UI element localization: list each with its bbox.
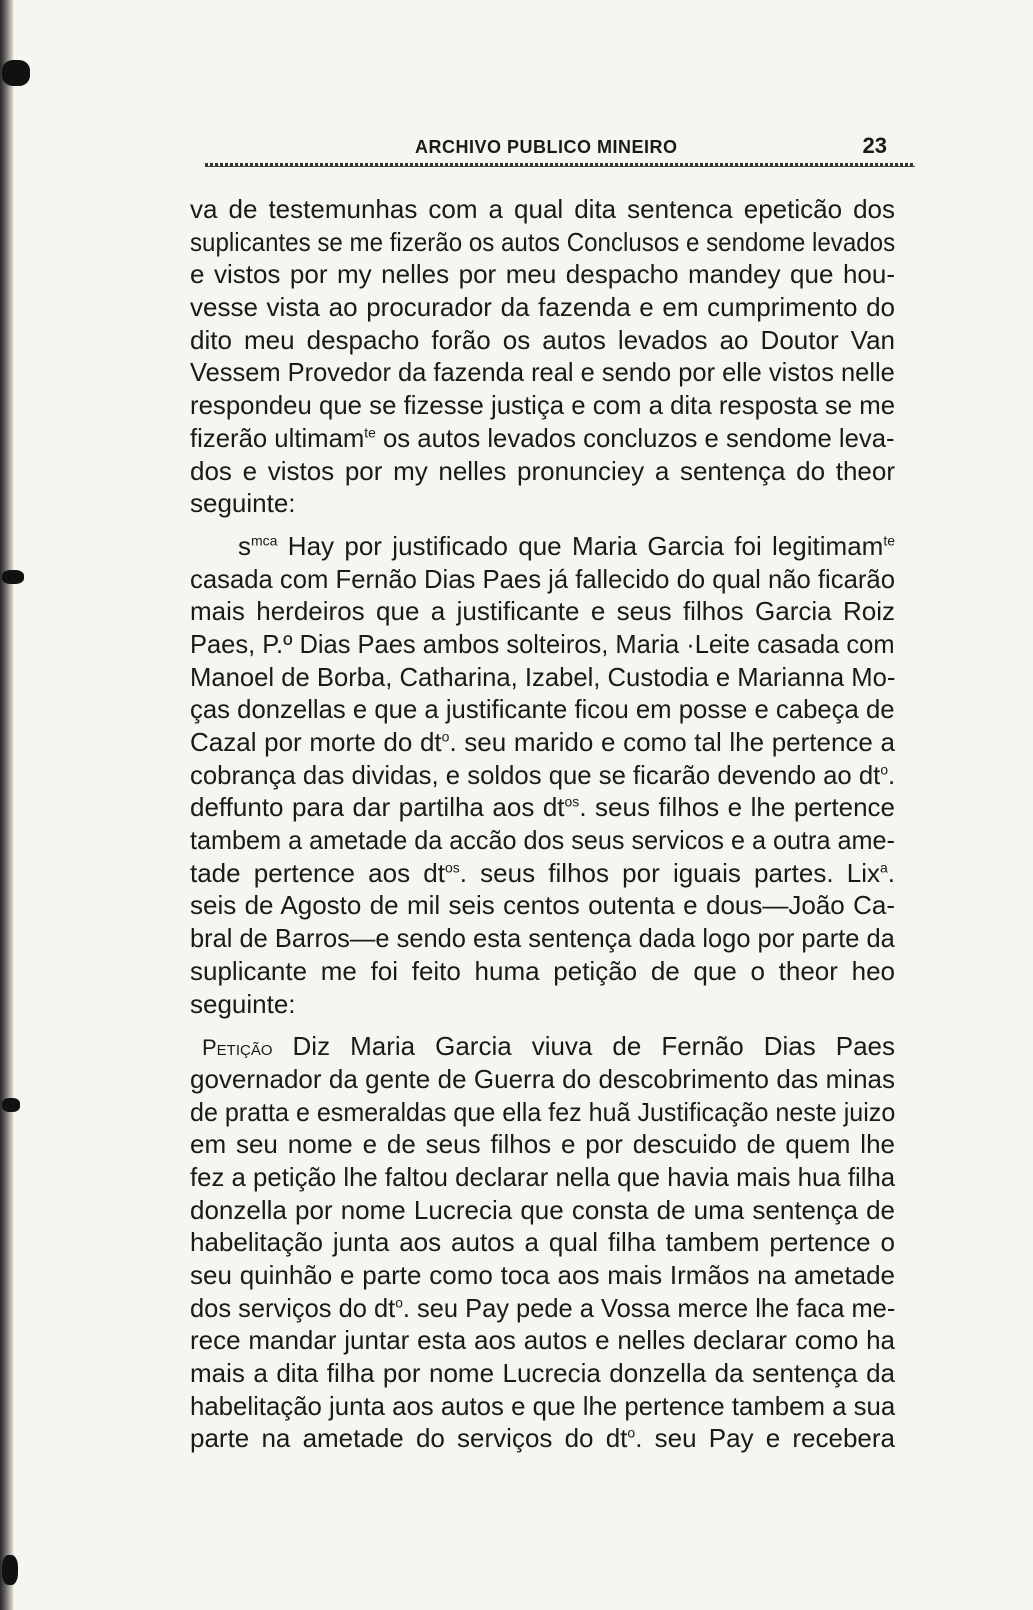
- ink-blot: [2, 1098, 20, 1112]
- text-line: respondeu que se fizesse justiça e com a dita resposta se me: [190, 390, 896, 421]
- text-fragment: .: [888, 759, 896, 790]
- text-line: suplicante me foi feito huma petição de que o theor heo: [190, 955, 895, 986]
- text-fragment: . seu marido e como tal lhe pertence a: [449, 727, 895, 757]
- text-fragment: os autos levados concluzos e sendome leva-: [375, 422, 895, 453]
- paragraph-3: [190, 1030, 895, 1455]
- text-fragment: . seus filhos por iguais partes. Lix: [459, 857, 880, 888]
- page-header: [205, 133, 915, 169]
- ink-blot: [2, 1555, 18, 1585]
- text-line: seu quinhão e parte como toca aos mais Irmãos na ametade: [190, 1260, 895, 1290]
- superscript: te: [364, 424, 376, 441]
- superscript: a: [879, 859, 888, 876]
- text-fragment: fizerão ultimam: [190, 422, 365, 453]
- text-line: dito meu despacho forão os autos levados ao Doutor Van: [190, 324, 895, 355]
- text-line: seis de Agosto de mil seis centos outenta e dous—João Ca-: [190, 890, 895, 921]
- text-fragment: deffunto para dar partilha aos dt: [190, 792, 565, 823]
- text-line: Manoel de Borba, Catharina, Izabel, Custodia e Marianna Mo-: [190, 661, 896, 692]
- text-line: Paes, P.º Dias Paes ambos solteiros, Maria ·Leite casada com: [190, 628, 895, 659]
- page-number: 23: [862, 133, 887, 158]
- text-line: casada com Fernão Dias Paes já fallecido do qual não ficarão: [190, 563, 895, 594]
- text-line: [190, 422, 895, 455]
- text-line: [190, 791, 895, 824]
- text-fragment: Diz Maria Garcia viuva de Fernão Dias Paes: [272, 1031, 895, 1062]
- header-rule: [205, 163, 915, 167]
- text-fragment: s: [238, 530, 251, 561]
- text-fragment: . seus filhos e lhe pertence: [579, 792, 895, 823]
- text-line: seguinte:: [190, 488, 296, 519]
- paragraph-2: [190, 530, 895, 1020]
- page-binding-edge: [0, 0, 14, 1610]
- superscript: mca: [251, 532, 278, 549]
- text-line: [190, 857, 895, 890]
- text-line: [190, 530, 895, 563]
- page-body: [190, 193, 895, 1455]
- text-line: seguinte:: [190, 988, 296, 1019]
- text-line: bral de Barros—e sendo esta sentença dada logo por parte da: [190, 923, 895, 954]
- text-line: habelitação junta aos autos a qual filha tambem pertence o: [190, 1227, 895, 1258]
- ink-blot: [2, 570, 24, 584]
- text-fragment: cobrança das dividas, e soldos que se ficarão devendo ao dt: [190, 759, 881, 790]
- superscript: os: [444, 859, 460, 876]
- text-line: [190, 1030, 895, 1063]
- text-fragment: parte na ametade do serviços do dt: [190, 1423, 628, 1454]
- text-line: ças donzellas e que a justificante ficou em posse e cabeça de: [190, 694, 895, 725]
- text-line: [190, 1292, 896, 1325]
- text-line: [190, 726, 895, 759]
- text-line: vesse vista ao procurador da fazenda e em cumprimento do: [190, 292, 895, 323]
- ink-blot: [2, 60, 30, 86]
- text-line: fez a petição lhe faltou declarar nella que havia mais hua filha: [190, 1161, 896, 1192]
- text-line: donzella por nome Lucrecia que consta de uma sentença de: [190, 1194, 895, 1225]
- superscript: o: [627, 1424, 636, 1441]
- text-line: dos e vistos por my nelles pronunciey a sentença do theor: [190, 455, 895, 486]
- text-line: [190, 1422, 895, 1455]
- text-fragment: . seu Pay pede a Vossa merce lhe faca me-: [402, 1292, 896, 1323]
- text-line: suplicantes se me fizerão os autos Conclusos e sendome levados: [190, 226, 896, 257]
- text-line: rece mandar juntar esta aos autos e nelles declarar como ha: [190, 1325, 895, 1356]
- superscript: o: [880, 761, 889, 778]
- text-line: mais a dita filha por nome Lucrecia donzella da sentença da: [190, 1358, 895, 1389]
- text-line: e vistos por my nelles por meu despacho mandey que hou-: [190, 259, 895, 290]
- text-fragment: tade pertence aos dt: [190, 857, 445, 888]
- superscript: os: [564, 793, 580, 810]
- text-line: [190, 759, 896, 792]
- petition-label: Petição: [202, 1035, 273, 1061]
- text-line: em seu nome e de seus filhos e por descuido de quem lhe: [190, 1129, 895, 1160]
- text-line: mais herdeiros que a justificante e seus filhos Garcia Roiz: [190, 596, 895, 627]
- text-line: governador da gente de Guerra do descobrimento das minas: [190, 1063, 895, 1094]
- text-line: tambem a ametade da accão dos seus servicos e a outra ame-: [190, 825, 895, 856]
- text-line: de pratta e esmeraldas que ella fez huã Justificação neste juizo: [190, 1096, 896, 1127]
- text-fragment: Hay por justificado que Maria Garcia foi legitimam: [277, 530, 884, 561]
- superscript: te: [883, 532, 895, 549]
- running-title: ARCHIVO PUBLICO MINEIRO: [415, 137, 678, 157]
- text-line: habelitação junta aos autos e que lhe pertence tambem a sua: [190, 1390, 896, 1421]
- text-fragment: Cazal por morte do dt: [190, 727, 442, 757]
- text-line: Vessem Provedor da fazenda real e sendo por elle vistos nelle: [190, 357, 895, 388]
- paragraph-1: [190, 193, 895, 520]
- text-fragment: . seu Pay e recebera: [635, 1423, 895, 1454]
- text-fragment: .: [887, 857, 896, 888]
- text-line: va de testemunhas com a qual dita sentenca epeticão dos: [190, 194, 895, 224]
- superscript: o: [441, 728, 450, 745]
- text-fragment: dos serviços do dt: [190, 1292, 396, 1323]
- superscript: o: [395, 1294, 403, 1311]
